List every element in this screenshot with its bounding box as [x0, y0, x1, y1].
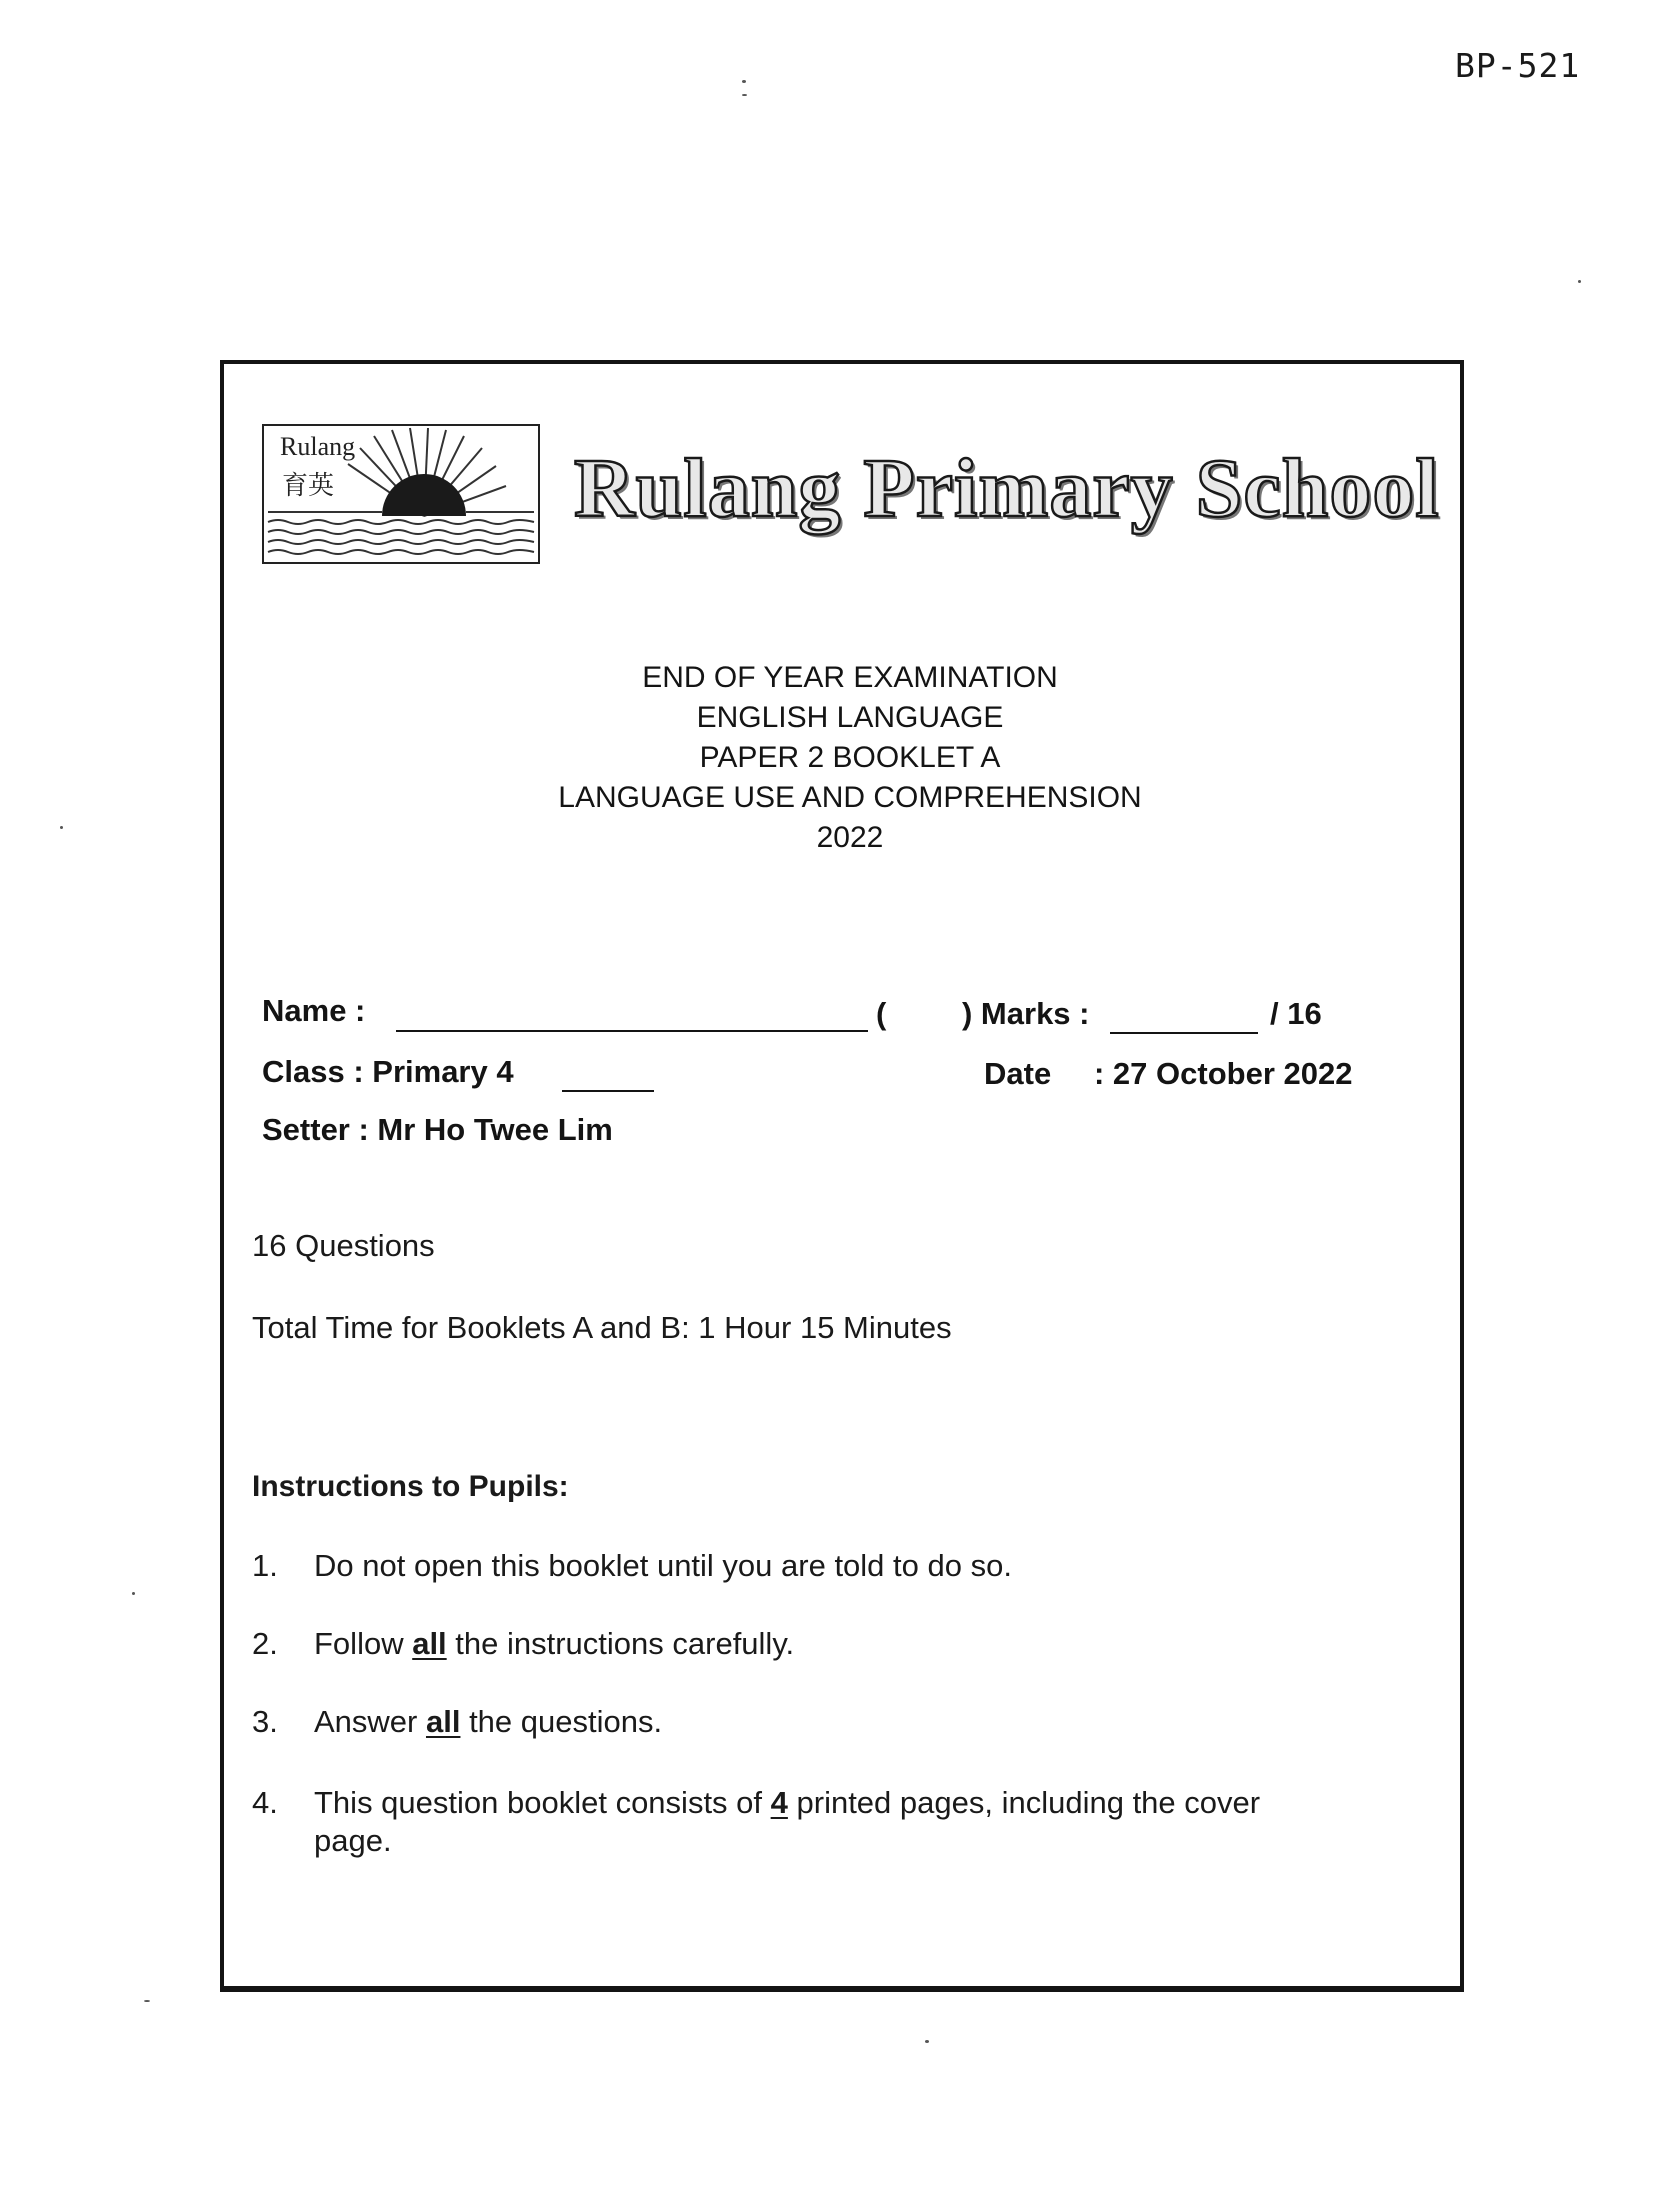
instruction-number: 2.: [252, 1626, 278, 1661]
scan-speck: [144, 2000, 150, 2002]
name-field[interactable]: [396, 1000, 868, 1032]
setter-label: Setter : Mr Ho Twee Lim: [262, 1112, 613, 1147]
cover-frame: [220, 360, 1464, 1992]
instruction-text: Answer: [314, 1704, 426, 1739]
instructions-heading: Instructions to Pupils:: [252, 1470, 569, 1503]
instruction-number: 1.: [252, 1548, 278, 1583]
instruction-text: the instructions carefully.: [446, 1626, 795, 1661]
marks-field[interactable]: [1110, 1002, 1258, 1034]
instruction-item: [252, 1704, 662, 1740]
marks-total: / 16: [1270, 996, 1322, 1031]
register-number-open: (: [876, 996, 887, 1031]
logo-chinese-text: 育英: [282, 471, 335, 501]
question-count: 16 Questions: [252, 1228, 435, 1263]
class-label: Class : Primary 4: [262, 1054, 514, 1089]
instruction-number: 3.: [252, 1704, 278, 1739]
logo-text: Rulang: [280, 432, 356, 461]
instruction-continuation: page.: [314, 1823, 392, 1858]
scan-speck: [925, 2040, 929, 2043]
scan-speck: [1578, 280, 1581, 283]
exam-subject-line: ENGLISH LANGUAGE: [696, 701, 1004, 734]
instruction-item: [252, 1626, 794, 1662]
instruction-text: Do not open this booklet until you are told to do so.: [314, 1548, 1012, 1583]
exam-component-line: LANGUAGE USE AND COMPREHENSION: [558, 781, 1142, 814]
name-label: Name :: [262, 993, 366, 1028]
instruction-text: This question booklet consists of: [314, 1785, 771, 1820]
scan-speck: [132, 1592, 135, 1595]
exam-paper-line: PAPER 2 BOOKLET A: [699, 741, 1001, 774]
instruction-item: [252, 1784, 1260, 1860]
page-code: BP-521: [1455, 46, 1581, 85]
class-field[interactable]: [562, 1060, 654, 1092]
exam-year: 2022: [816, 821, 884, 854]
school-name: Rulang Primary School: [574, 442, 1440, 535]
exam-title-line: END OF YEAR EXAMINATION: [642, 661, 1058, 694]
instruction-item: [252, 1548, 1012, 1584]
marks-label: ) Marks :: [962, 996, 1090, 1031]
instruction-text: printed pages, including the cover: [787, 1785, 1261, 1820]
instruction-number: 4.: [252, 1785, 278, 1820]
school-logo: [262, 424, 540, 564]
scan-speck: [742, 80, 746, 83]
date-value: : 27 October 2022: [1094, 1056, 1353, 1091]
exam-title-block: [0, 658, 1654, 858]
scan-speck: [742, 94, 747, 96]
instruction-emphasis: 4: [770, 1785, 788, 1820]
instruction-emphasis: all: [412, 1626, 447, 1661]
date-label: Date: [984, 1056, 1052, 1091]
instruction-emphasis: all: [425, 1704, 461, 1739]
instruction-text: the questions.: [460, 1704, 663, 1739]
instruction-text: Follow: [314, 1626, 413, 1661]
total-time: Total Time for Booklets A and B: 1 Hour 15 Minutes: [252, 1310, 952, 1345]
